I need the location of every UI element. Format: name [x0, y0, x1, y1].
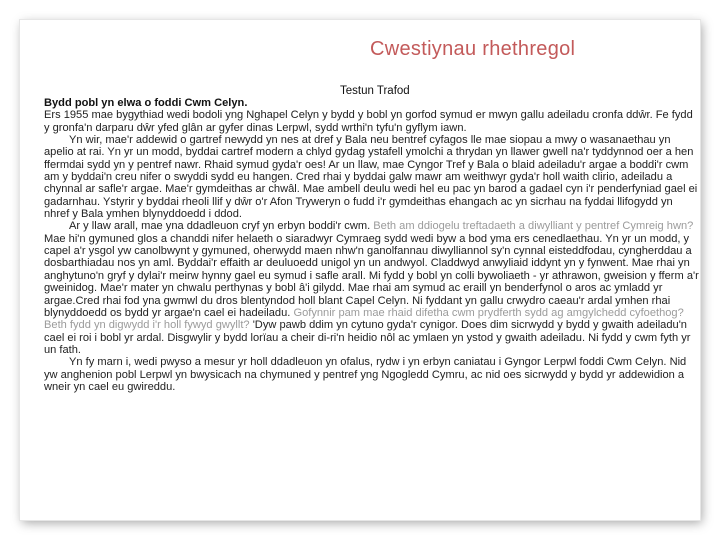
paragraph-3 [44, 220, 700, 356]
paragraph-1 [44, 109, 700, 134]
paragraph-3-text-b: Mae hi'n gymuned glos a chanddi nifer helaeth o siaradwyr Cymraeg sydd wedi byw a bod yma ers cenedlaethau. Yn yr un modd, y capel a'r ysgol yw canolbwynt y gymuned, oherwydd maen nhw'n ganolfannau diwylliannol sy'n cynnal eisteddfodau, cyngherddau a dosbarthiadau nos yn aml. Byddai'r effaith ar deuluoedd unigol yn un andwyol. Claddwyd anwyliaid iddynt yn y fynwent. Mae rhai yn anghytuno'n gryf y dylai'r meirw hynny gael eu symud i safle arall. Mi fydd y bobl yn colli bywoliaeth - yr athrawon, gweision y fferm a'r gweinidog. Mae'r mater yn chwalu perthynas y bobl â'i gilydd. Mae rhai am symud ac eraill yn benderfynol o aros ac ymladd yr argae.Cred rhai fod yna gwmwl du dros blentyndod holl blant Capel Celyn. Ni fyddant yn gallu crwydro caeau'r ardal ymhen rhai blynyddoedd os bydd yr argae'n cael ei hadeiladu. [44, 232, 699, 319]
paragraph-4-text: Yn fy marn i, wedi pwyso a mesur yr holl ddadleuon yn ofalus, rydw i yn erbyn caniatau i Gyngor Lerpwl foddi Cwm Celyn. Nid yw anghenion pobl Lerpwl yn bwysicach na chymuned y pentref yng Ngogledd Cymru, ac nid oes sicrwydd y bydd yr addewidion a wneir yn cael eu gwireddu. [44, 356, 687, 393]
paragraph-4 [44, 356, 700, 393]
paragraph-3-text-c: 'Dyw pawb ddim yn cytuno gyda'r cynigor. Does dim sicrwydd y bydd y gwaith adeiladu'n cael ei roi i bobl yr ardal. Disgwylir y bydd lorïau a cheir di-ri'n heidio nôl ac ymlaen yn ystod y gwaith adeiladu. Ni fydd y cwm fyth yr un fath. [44, 319, 691, 356]
rhetorical-question-2: Gofynnir pam mae rhaid difetha cwm prydferth sydd ag amgylchedd cyfoethog? Beth fydd yn digwydd i'r holl fywyd gwyllt? [44, 306, 684, 332]
paragraph-2-text: Yn wir, mae'r addewid o gartref newydd yn nes at dref y Bala neu bentref cyfagos lle mae siopau a mwy o wasanaethau yn apelio at rai. Yn yr un modd, byddai cartref modern a chlyd gydag ystafell ymolchi a thrydan yn llawer gwell na'r tyddynnod oer a hen ffermdai sydd yn y pentref nawr. Rhaid symud gyda'r oes! Ar un llaw, mae Cyngor Tref y Bala o blaid adeiladu'r argae a boddi'r cwm am y byddai'n creu nifer o swyddi sydd eu hangen. Cred rhai y byddai galw mawr am weithwyr gyda'r holl waith clirio, adeiladu a chynnal ar safle'r argae. Mae'r gymdeithas ar chwâl. Mae ambell deulu wedi hel eu pac yn barod a gadael cyn i'r penderfyniad gael ei gadarnhau. Ystyrir y byddai rheoli llif y dŵr o'r Afon Tryweryn o fudd i'r gymdeithas ehangach ac yn sicrhau na fyddai llifogydd yn nhref y Bala ymhen blynyddoedd i ddod. [44, 134, 698, 221]
paragraph-3-text-a: Ar y llaw arall, mae yna ddadleuon cryf yn erbyn boddi'r cwm. [69, 220, 374, 233]
slide-frame [20, 20, 700, 520]
slide-heading: Bydd pobl yn elwa o foddi Cwm Celyn. [44, 97, 248, 109]
paragraph-2 [44, 134, 700, 220]
rhetorical-question-1: Beth am ddiogelu treftadaeth a diwylliant y pentref Cymreig hwn? [373, 220, 694, 233]
slide-body [44, 97, 700, 393]
slide-title: Cwestiynau rhethregol [370, 38, 576, 60]
slide-subtitle: Testun Trafod [340, 85, 410, 97]
paragraph-1-text: Ers 1955 mae bygythiad wedi bodoli yng Nghapel Celyn y bydd y bobl yn gorfod symud er mwyn gallu adeiladu cronfa ddŵr. Fe fydd y gronfa'n darparu dŵr yfed glân ar gyfer dinas Lerpwl, sydd wrthi'n tyfu'n gyflym iawn. [44, 109, 693, 134]
